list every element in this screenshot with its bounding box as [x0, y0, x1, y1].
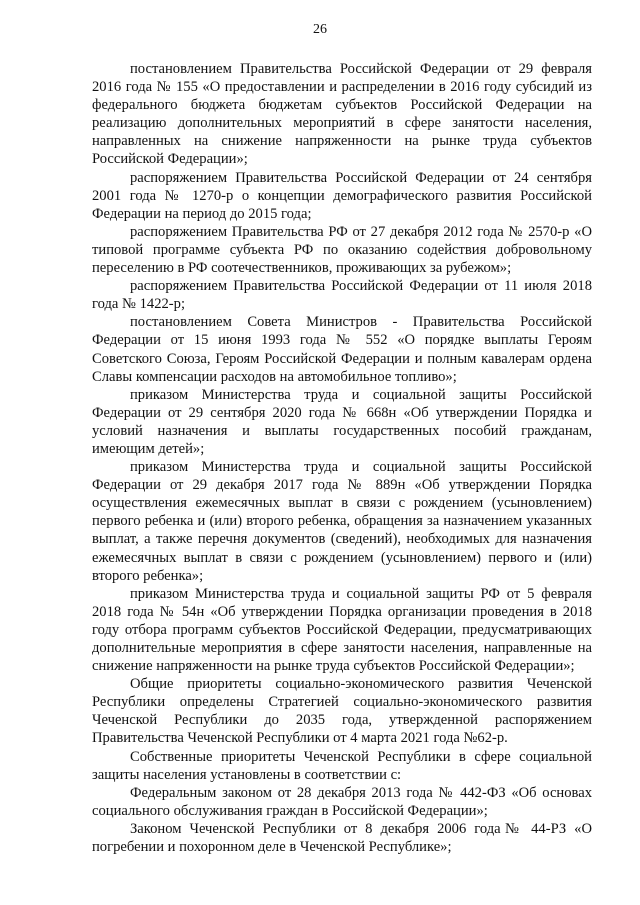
paragraph-10: Собственные приоритеты Чеченской Республики в сфере социальной защиты населения установлены в соответствии с: [92, 748, 592, 783]
paragraph-9: Общие приоритеты социально-экономического развития Чеченской Республики определены Стратегией социально-экономического развития Чеченской Республики до 2035 года, утвержденной распоряжением Правительства Чеченской Республики от 4 марта 2021 года №62-р. [92, 676, 592, 747]
paragraph-5: постановлением Совета Министров - Правительства Российской Федерации от 15 июня 1993 года № 552 «О порядке выплаты Героям Советского Союза, Героям Российской Федерации и полным кавалерам ордена Славы компенсации расходов на автомобильное топливо»; [92, 314, 592, 385]
paragraph-6: приказом Министерства труда и социальной защиты Российской Федерации от 29 сентября 2020 года № 668н «Об утверждении Порядка и условий назначения и выплаты государственных пособий гражданам, имеющим детей»; [92, 386, 592, 457]
paragraph-11: Федеральным законом от 28 декабря 2013 года № 442-ФЗ «Об основах социального обслуживания граждан в Российской Федерации»; [92, 784, 592, 819]
paragraph-1: постановлением Правительства Российской Федерации от 29 февраля 2016 года № 155 «О предоставлении и распределении в 2016 году субсидий из федерального бюджета бюджетам субъектов Российской Федерации на реализацию дополнительных мероприятий в сфере занятости населения, направленных на снижение напряженности на рынке труда субъектов Российской Федерации»; [92, 61, 592, 168]
paragraph-3: распоряжением Правительства РФ от 27 декабря 2012 года № 2570-р «О типовой программе субъекта РФ по оказанию содействия добровольному переселению в РФ соотечественников, проживающих за рубежом»; [92, 223, 592, 277]
page-number: 26 [313, 22, 327, 37]
paragraph-2: распоряжением Правительства Российской Федерации от 24 сентября 2001 года № 1270-р о концепции демографического развития Российской Федерации на период до 2015 года; [92, 169, 592, 222]
paragraph-8: приказом Министерства труда и социальной защиты РФ от 5 февраля 2018 года № 54н «Об утверждении Порядка организации проведения в 2018 году отбора программ субъектов Российской Федерации, предусматривающих дополнительные мероприятия в сфере занятости населения, направленные на снижение напряженности на рынке труда субъектов Российской Федерации»; [92, 585, 592, 675]
document-body [92, 60, 592, 856]
paragraph-7: приказом Министерства труда и социальной защиты Российской Федерации от 29 декабря 2017 года № 889н «Об утверждении Порядка осуществления ежемесячных выплат в связи с рождением (усыновлением) первого ребенка и (или) второго ребенка, обращения за назначением указанных выплат, а также перечня документов (сведений), необходимых для назначения ежемесячных выплат в связи с рождением (усыновлением) первого и (или) второго ребенка»; [92, 459, 592, 584]
paragraph-4: распоряжением Правительства Российской Федерации от 11 июля 2018 года № 1422-р; [92, 278, 592, 313]
paragraph-12: Законом Чеченской Республики от 8 декабря 2006 года№ 44-РЗ «О погребении и похоронном деле в Чеченской Республике»; [92, 820, 592, 856]
